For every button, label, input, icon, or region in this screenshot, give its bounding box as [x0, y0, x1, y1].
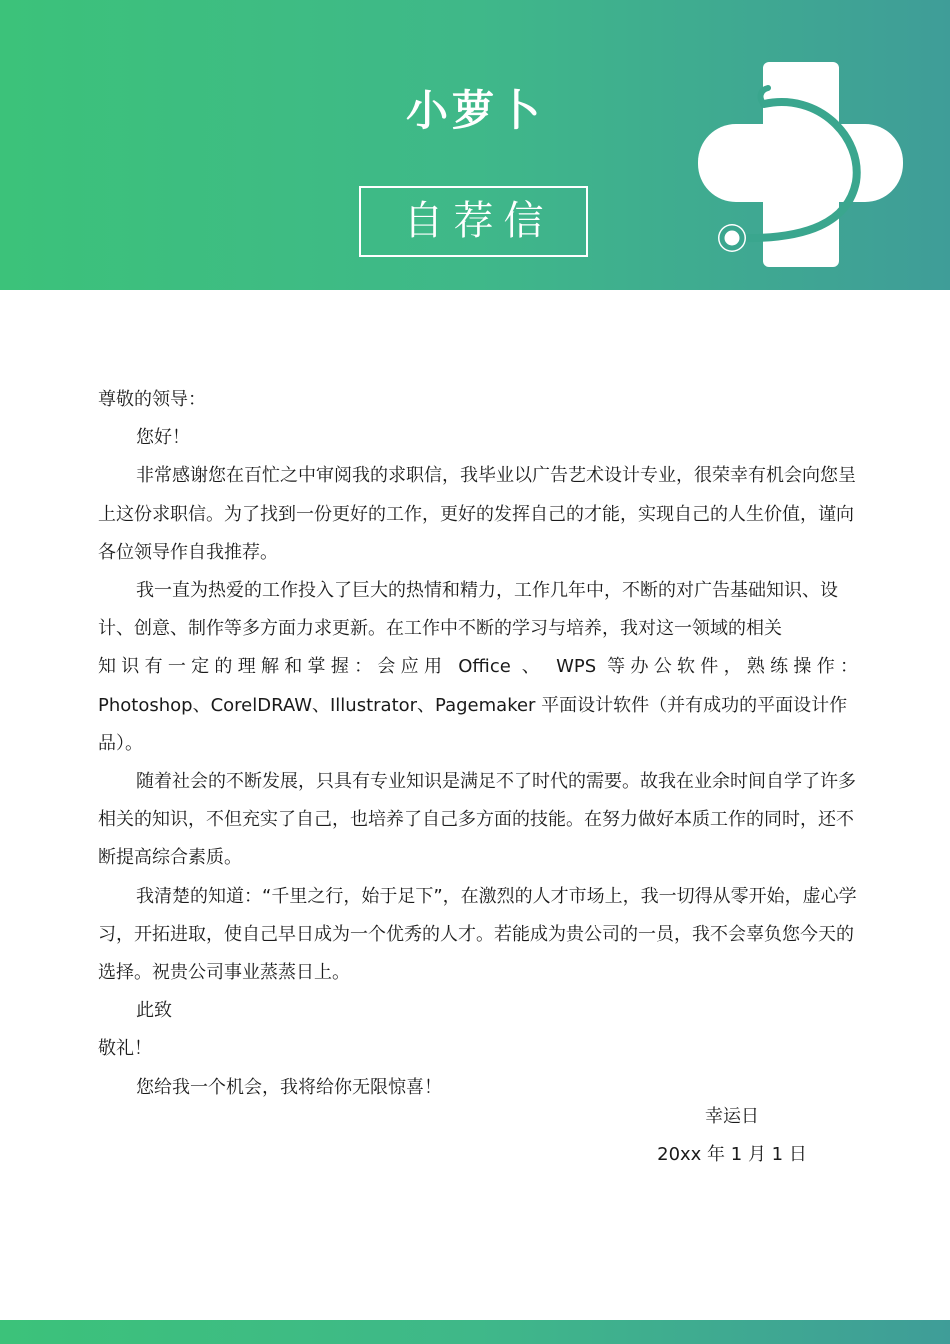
letter-date: 20xx 年 1 月 1 日	[657, 1144, 807, 1165]
header-banner	[0, 0, 950, 290]
signer-name: 幸运日	[705, 1106, 759, 1127]
salutation: 尊敬的领导：	[98, 389, 206, 410]
paragraph-4: 我清楚的知道：“千里之行，始于足下”，在激烈的人才市场上，我一切得从零开始，虚心学习，开拓进取，使自己早日成为一个优秀的人才。若能成为贵公司的一员，我不会辜负您今天的选择。祝贵公司事业蒸蒸日上。	[98, 885, 857, 984]
paragraph-2-part-a: 我一直为热爱的工作投入了巨大的热情和精力，工作几年中，不断的对广告基础知识、设计、创意、制作等多方面力求更新。在工作中不断的学习与培养，我对这一领域的相关	[98, 580, 838, 640]
paragraph-2-part-b: 知识有一定的理解和掌握：会应用 Office 、 WPS 等办公软件，熟练操作：	[98, 656, 858, 678]
closing-line-1: 此致	[136, 1000, 172, 1022]
document-title: 自荐信	[359, 186, 588, 257]
closing-line-3: 您给我一个机会，我将给你无限惊喜！	[136, 1076, 442, 1098]
footer-bar	[0, 1320, 950, 1344]
greeting: 您好！	[136, 427, 190, 449]
signature-block	[600, 1098, 864, 1174]
paragraph-3: 随着社会的不断发展，只具有专业知识是满足不了时代的需要。故我在业余时间自学了许多相关的知识，不但充实了自己，也培养了自己多方面的技能。在努力做好本质工作的同时，还不断提高综合素质。	[98, 771, 856, 869]
medical-cross-stethoscope-icon	[698, 62, 903, 267]
paragraph-2-part-c: Photoshop、CorelDRAW、Illustrator、Pagemaker 平面设计软件（并有成功的平面设计作品）。	[98, 694, 848, 754]
paragraph-1: 非常感谢您在百忙之中审阅我的求职信，我毕业以广告艺术设计专业，很荣幸有机会向您呈上这份求职信。为了找到一份更好的工作，更好的发挥自己的才能，实现自己的人生价值，谨向各位领导作自我推荐。	[98, 465, 856, 563]
letter-body	[98, 381, 858, 1107]
applicant-name: 小萝卜	[405, 86, 544, 135]
closing-line-2: 敬礼！	[98, 1038, 152, 1060]
